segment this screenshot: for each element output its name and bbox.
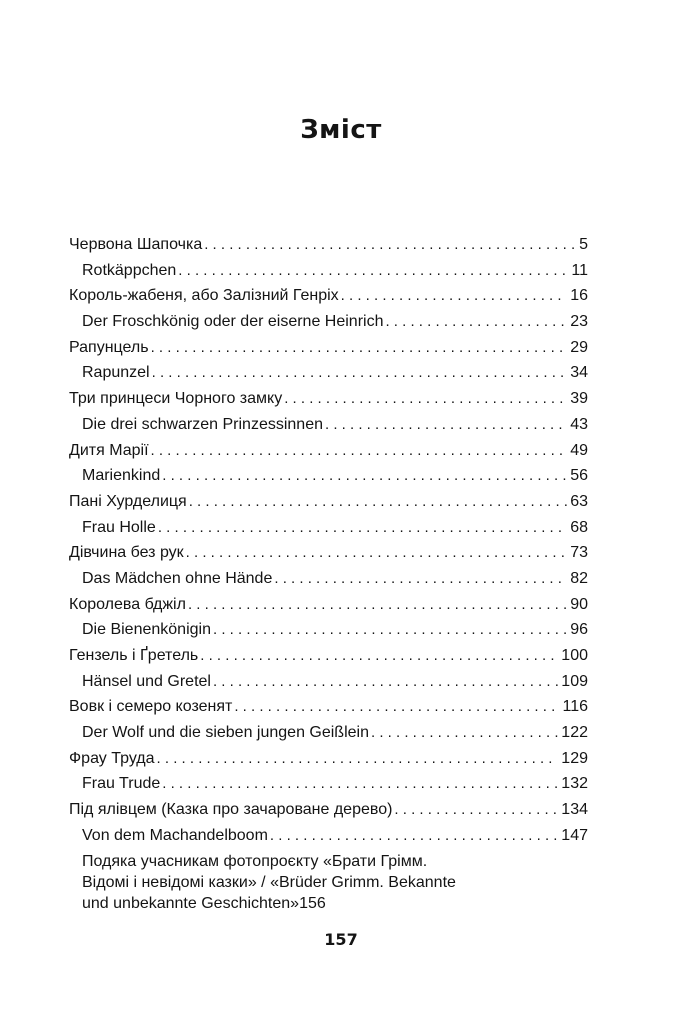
- toc-leader-dots: [162, 771, 558, 797]
- toc-leader-dots: [213, 617, 567, 643]
- toc-entry-label: Фрау Труда: [69, 749, 155, 767]
- toc-leader-dots: [341, 283, 568, 309]
- toc-entry[interactable]: [69, 232, 588, 258]
- toc-entry-original[interactable]: [69, 412, 588, 438]
- toc-entry-page: 34: [570, 364, 588, 382]
- toc-entry-page: 49: [570, 441, 588, 459]
- toc-entry-page: 116: [562, 698, 588, 716]
- toc-entry[interactable]: [69, 386, 588, 412]
- page-title: Зміст: [300, 115, 382, 145]
- toc-entry-label: Der Froschkönig oder der eiserne Heinrich: [82, 313, 384, 331]
- toc-leader-dots: [152, 360, 568, 386]
- toc-entry-label: Пані Хурделиця: [69, 492, 187, 510]
- toc-entry-label: Вовк і семеро козенят: [69, 698, 233, 716]
- toc-leader-dots: [234, 694, 559, 720]
- toc-entry[interactable]: [69, 335, 588, 361]
- toc-entry-page: 82: [570, 569, 588, 587]
- toc-entry[interactable]: [69, 540, 588, 566]
- toc-entry-label: Von dem Machandelboom: [82, 826, 268, 844]
- toc-entry-page: 43: [570, 415, 588, 433]
- toc-entry-page: 39: [570, 390, 588, 408]
- toc-entry-label: Marienkind: [82, 467, 161, 485]
- toc-entry-label: Die drei schwarzen Prinzessinnen: [82, 415, 323, 433]
- toc-leader-dots: [186, 540, 568, 566]
- toc-entry-page: 122: [561, 724, 588, 742]
- toc-leader-dots: [158, 515, 567, 541]
- toc-entry-page: 29: [570, 338, 588, 356]
- toc-leader-dots: [151, 438, 568, 464]
- toc-leader-dots: [274, 566, 567, 592]
- toc-entry-label: Das Mädchen ohne Hände: [82, 569, 273, 587]
- toc-leader-dots: [371, 720, 558, 746]
- toc-leader-dots: [157, 746, 559, 772]
- toc-entry[interactable]: [69, 283, 588, 309]
- toc-entry[interactable]: [69, 489, 588, 515]
- toc-entry-original[interactable]: [69, 720, 588, 746]
- toc-entry-page: 129: [561, 749, 588, 767]
- toc-leader-dots: [200, 643, 558, 669]
- toc-entry-original[interactable]: [69, 360, 588, 386]
- toc-entry-page: 100: [561, 647, 588, 664]
- toc-leader-dots: [284, 386, 567, 412]
- toc-leader-dots: [188, 592, 567, 618]
- toc-leader-dots: [151, 335, 568, 361]
- toc-entry-page: 63: [570, 492, 588, 510]
- toc-leader-dots: [162, 463, 567, 489]
- toc-entry-page: 132: [561, 775, 588, 793]
- toc-entry-label: Rotkäppchen: [82, 261, 177, 279]
- toc-entry[interactable]: [69, 643, 588, 669]
- toc-entry-page: 134: [561, 801, 588, 819]
- toc-entry-original[interactable]: [69, 617, 588, 643]
- toc-entry-label: Червона Шапочка: [69, 236, 203, 253]
- toc-leader-dots: [385, 309, 567, 335]
- toc-leader-dots: [189, 489, 567, 515]
- toc-entry-original[interactable]: [69, 669, 588, 695]
- toc-entry[interactable]: [69, 797, 588, 823]
- toc-entry-page: 11: [571, 261, 588, 279]
- toc-entry-label: Король-жабеня, або Залізний Генріх: [69, 287, 339, 305]
- toc-entry-page: 90: [570, 595, 588, 613]
- toc-entry-page: 109: [561, 672, 588, 690]
- toc-leader-dots: [213, 669, 558, 695]
- toc-leader-dots: [178, 258, 568, 284]
- toc-entry-label: Frau Holle: [82, 518, 156, 536]
- toc-entry-label: Die Bienenkönigin: [82, 621, 211, 639]
- toc-entry-label: Hänsel und Gretel: [82, 672, 211, 690]
- toc-entry[interactable]: [69, 746, 588, 772]
- toc-leader-dots: [204, 232, 576, 258]
- toc-entry-original[interactable]: [69, 771, 588, 797]
- toc-entry-page: 23: [570, 313, 588, 331]
- toc-entry-page: 73: [570, 544, 588, 562]
- toc-entry-label: Der Wolf und die sieben jungen Geißlein: [82, 724, 369, 742]
- toc-entry-label: Королева бджіл: [69, 595, 186, 613]
- toc-entry-original[interactable]: [69, 515, 588, 541]
- toc-entry-page: 147: [561, 826, 588, 844]
- toc-entry-label: Дівчина без рук: [69, 544, 184, 562]
- toc-entry-page: 5: [579, 236, 588, 253]
- toc-leader-dots: [325, 412, 567, 438]
- toc-entry-label: und unbekannte Geschichten»: [82, 894, 300, 912]
- toc-entry-page: 68: [570, 518, 588, 536]
- toc-entry-label: Три принцеси Чорного замку: [69, 390, 283, 408]
- page-number: 157: [324, 930, 358, 949]
- toc-entry[interactable]: [69, 438, 588, 464]
- toc-entry[interactable]: [69, 694, 588, 720]
- toc-entry-page: 156: [299, 894, 326, 912]
- toc-entry-original[interactable]: [69, 258, 588, 284]
- toc-entry-label: Рапунцель: [69, 338, 149, 356]
- table-of-contents: [69, 232, 588, 914]
- toc-entry-label: Frau Trude: [82, 775, 161, 793]
- toc-entry-acknowledgements[interactable]: [69, 851, 588, 914]
- toc-entry[interactable]: [69, 592, 588, 618]
- toc-entry-original[interactable]: [69, 823, 588, 849]
- toc-leader-dots: [270, 823, 558, 849]
- toc-entry-line: Відомі і невідомі казки» / «Brüder Grimm. Bekannte: [82, 873, 456, 891]
- toc-entry-original[interactable]: [69, 463, 588, 489]
- toc-leader-dots: [394, 797, 558, 823]
- toc-entry-label: Дитя Марії: [69, 441, 149, 459]
- toc-entry-label: Під ялівцем (Казка про зачароване дерево): [69, 801, 393, 819]
- toc-entry-original[interactable]: [69, 566, 588, 592]
- toc-entry-page: 56: [570, 467, 588, 485]
- toc-entry-label: Гензель і Ґретель: [69, 647, 199, 664]
- toc-entry-page: 16: [570, 287, 588, 305]
- toc-entry-page: 96: [570, 621, 588, 639]
- toc-entry-line: Подяка учасникам фотопроєкту «Брати Грімм.: [82, 852, 428, 870]
- toc-entry-label: Rapunzel: [82, 364, 150, 382]
- toc-entry-original[interactable]: [69, 309, 588, 335]
